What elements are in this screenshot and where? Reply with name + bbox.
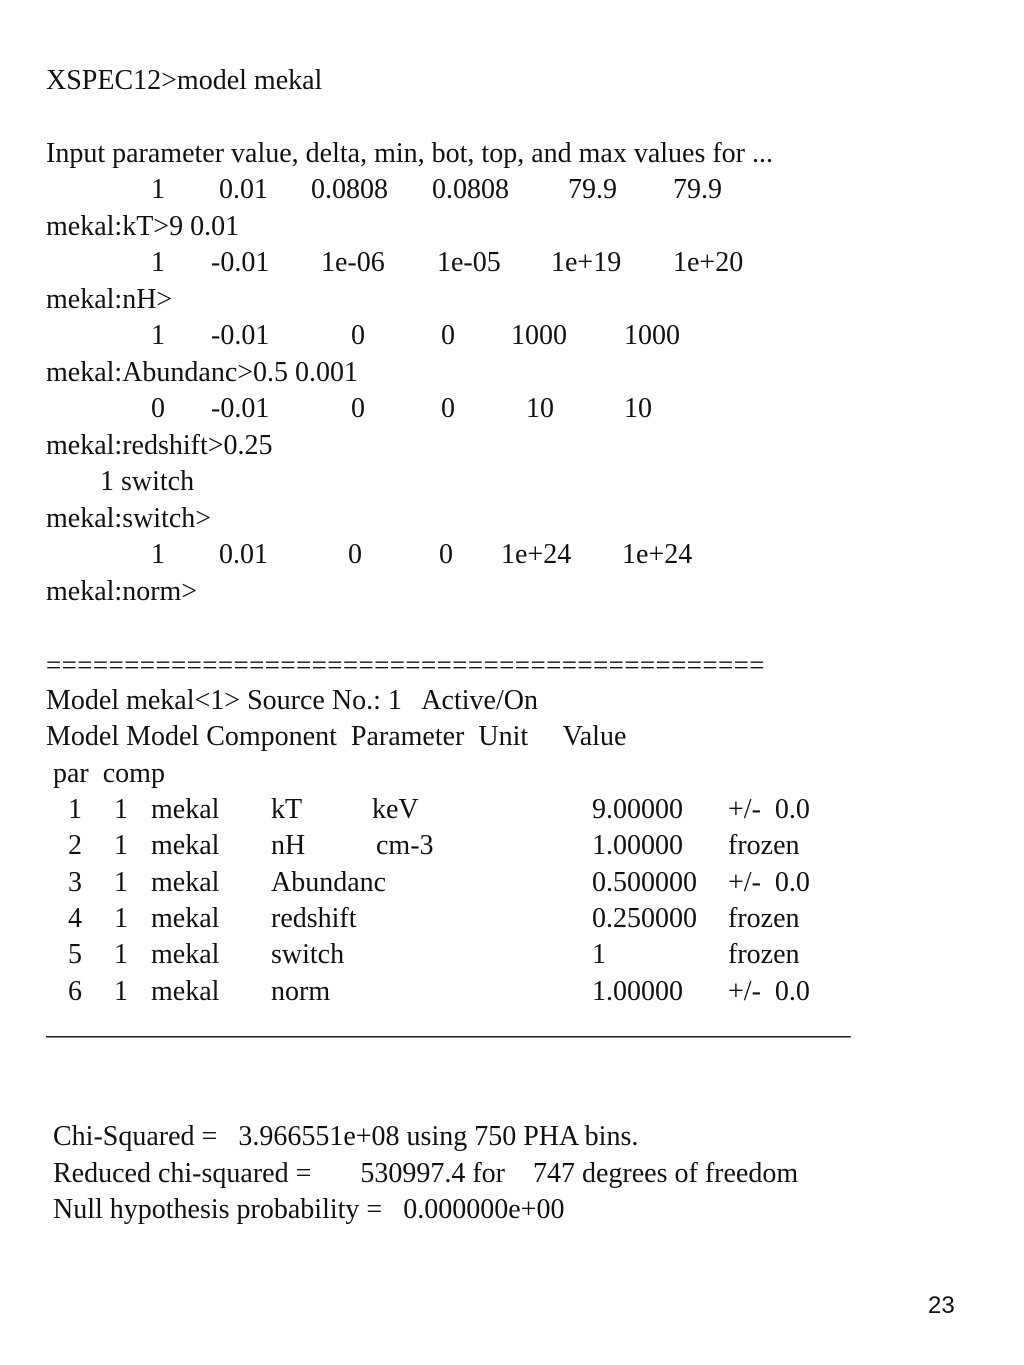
- parameter-name: switch: [271, 939, 345, 970]
- comp-number: 1: [114, 794, 128, 825]
- parameter-status: frozen: [728, 903, 800, 934]
- table-header-line2: par comp: [46, 758, 165, 789]
- default-min: 0: [348, 539, 362, 570]
- equals-divider: ==============================================: [46, 650, 765, 680]
- default-top: 1000: [511, 320, 567, 351]
- default-bot: 0: [441, 320, 455, 351]
- prompt-norm: mekal:norm>: [46, 576, 198, 607]
- default-delta: -0.01: [211, 320, 270, 351]
- parameter-status: +/- 0.0: [728, 794, 810, 825]
- parameter-name: redshift: [271, 903, 357, 934]
- prompt-nh: mekal:nH>: [46, 284, 173, 315]
- default-top: 10: [526, 393, 554, 424]
- parameter-status: frozen: [728, 830, 800, 861]
- prompt-abundanc: mekal:Abundanc>0.5 0.001: [46, 357, 359, 388]
- default-max: 79.9: [673, 174, 722, 205]
- null-hypothesis-line: Null hypothesis probability = 0.000000e+00: [53, 1194, 565, 1225]
- default-delta: 0.01: [219, 174, 268, 205]
- chi-squared-line: Chi-Squared = 3.966551e+08 using 750 PHA bins.: [53, 1121, 639, 1152]
- model-header: Model mekal<1> Source No.: 1 Active/On: [46, 685, 538, 716]
- underscore-divider: ____________________________________________________________: [46, 1010, 851, 1041]
- default-min: 0.0808: [311, 174, 388, 205]
- prompt-redshift: mekal:redshift>0.25: [46, 430, 273, 461]
- par-number: 4: [68, 903, 82, 934]
- par-number: 5: [68, 939, 82, 970]
- parameter-unit: cm-3: [376, 830, 434, 861]
- parameter-status: +/- 0.0: [728, 867, 810, 898]
- component-name: mekal: [151, 830, 220, 861]
- default-bot: 0: [441, 393, 455, 424]
- default-max: 1e+24: [622, 539, 693, 570]
- default-bot: 1e-05: [437, 247, 501, 278]
- comp-number: 1: [114, 939, 128, 970]
- component-name: mekal: [151, 903, 220, 934]
- default-max: 10: [624, 393, 652, 424]
- comp-number: 1: [114, 976, 128, 1007]
- command-line: XSPEC12>model mekal: [46, 65, 323, 96]
- default-value: 0: [151, 393, 165, 424]
- parameter-value: 1: [592, 939, 606, 970]
- parameter-value: 0.250000: [592, 903, 697, 934]
- input-header: Input parameter value, delta, min, bot, top, and max values for ...: [46, 138, 774, 169]
- parameter-value: 9.00000: [592, 794, 683, 825]
- parameter-name: Abundanc: [271, 867, 387, 898]
- default-top: 79.9: [568, 174, 617, 205]
- default-delta: -0.01: [211, 247, 270, 278]
- default-max: 1000: [624, 320, 680, 351]
- par-number: 3: [68, 867, 82, 898]
- default-value: 1: [151, 174, 165, 205]
- page-number: 23: [928, 1292, 955, 1319]
- par-number: 6: [68, 976, 82, 1007]
- default-value: 1: [151, 539, 165, 570]
- parameter-value: 1.00000: [592, 830, 683, 861]
- default-bot: 0.0808: [432, 174, 509, 205]
- component-name: mekal: [151, 794, 220, 825]
- default-value: 1: [151, 320, 165, 351]
- parameter-value: 0.500000: [592, 867, 697, 898]
- default-min: 1e-06: [321, 247, 385, 278]
- default-delta: -0.01: [211, 393, 270, 424]
- prompt-switch: mekal:switch>: [46, 503, 212, 534]
- parameter-name: norm: [271, 976, 331, 1007]
- parameter-status: frozen: [728, 939, 800, 970]
- default-type: switch: [121, 466, 195, 497]
- default-min: 0: [351, 320, 365, 351]
- parameter-name: kT: [271, 794, 303, 825]
- default-min: 0: [351, 393, 365, 424]
- parameter-name: nH: [271, 830, 306, 861]
- par-number: 2: [68, 830, 82, 861]
- default-value: 1: [151, 247, 165, 278]
- prompt-kt: mekal:kT>9 0.01: [46, 211, 240, 242]
- default-bot: 0: [439, 539, 453, 570]
- component-name: mekal: [151, 976, 220, 1007]
- table-header-line1: Model Model Component Parameter Unit Value: [46, 721, 627, 752]
- default-top: 1e+19: [551, 247, 622, 278]
- comp-number: 1: [114, 867, 128, 898]
- comp-number: 1: [114, 903, 128, 934]
- component-name: mekal: [151, 867, 220, 898]
- parameter-status: +/- 0.0: [728, 976, 810, 1007]
- default-delta: 0.01: [219, 539, 268, 570]
- default-top: 1e+24: [501, 539, 572, 570]
- component-name: mekal: [151, 939, 220, 970]
- par-number: 1: [68, 794, 82, 825]
- parameter-value: 1.00000: [592, 976, 683, 1007]
- reduced-chi-squared-line: Reduced chi-squared = 530997.4 for 747 degrees of freedom: [53, 1158, 799, 1189]
- default-max: 1e+20: [673, 247, 744, 278]
- parameter-unit: keV: [372, 794, 419, 825]
- default-value: 1: [100, 466, 114, 497]
- comp-number: 1: [114, 830, 128, 861]
